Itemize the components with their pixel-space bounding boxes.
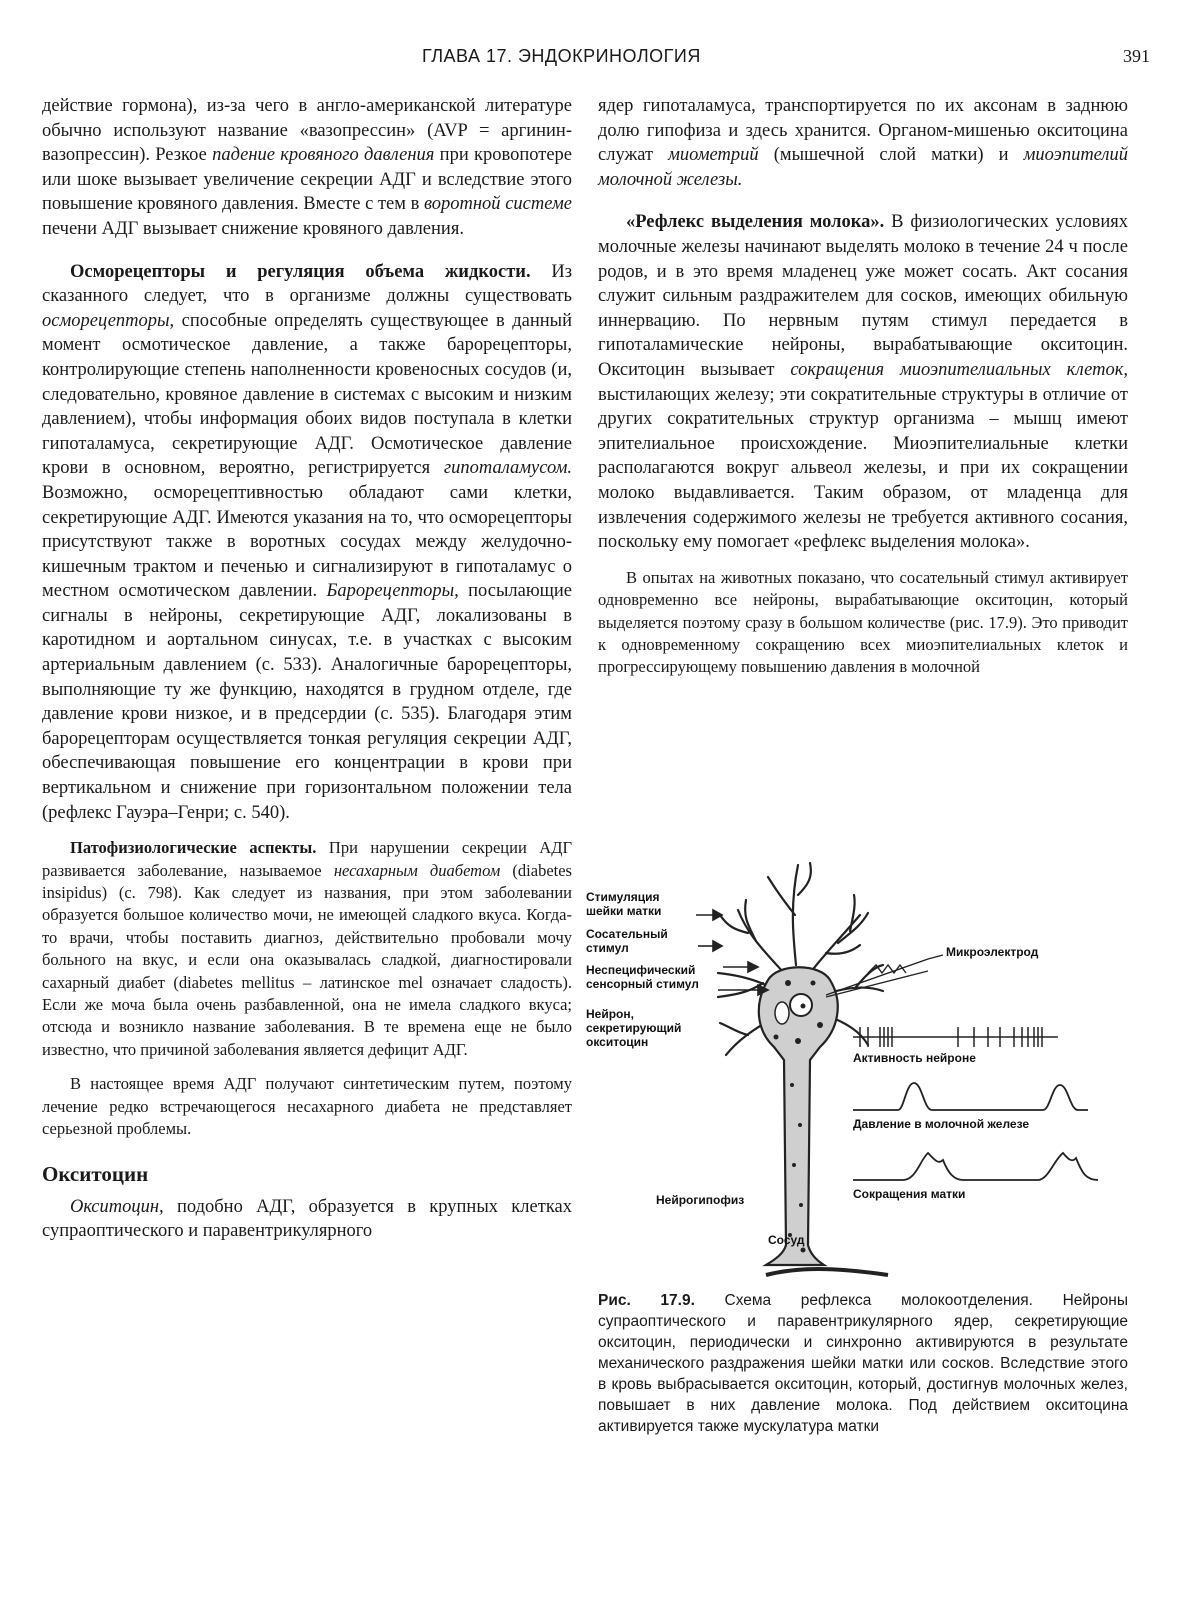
italic-term: осморецепторы <box>42 310 170 331</box>
text-run: В физиологических условиях молочные железы начинают выделять молоко в течение 24 ч после родов, и в это время младенец уже может сосать. Акт сосания служит сильным раздражителем для сосков, имеющих обильную иннервацию. По нервным путям стимул передается в гипоталамические нейроны, вырабатывающие окситоцин. Окситоцин вызывает <box>598 212 1128 380</box>
vesicle-cluster <box>775 1002 789 1024</box>
caption-text: Схема рефлекса молокоотделения. Нейроны супраоптического и паравентрикулярного ядер, секретирующие окситоцин, периодически и синхронно активируются в результате механического раздражения шейки матки или сосков. Вследствие этого в кровь выбрасывается окситоцин, который, достигнув молочных желез, повышает в них давление молока. Под действием окситоцина активируется также мускулатура матки <box>598 1292 1128 1435</box>
paragraph-heading: Осморецепторы и регуляция объема жидкости. <box>70 261 531 282</box>
paragraph-adh-pressure <box>42 94 572 242</box>
figure-milk-ejection-reflex <box>586 855 1138 1285</box>
label-vessel: Сосуд <box>768 1233 805 1247</box>
text-run: , способные определять существующее в данный момент осмотическое давление, а также барорецепторы, контролирующие степень наполненности кровеносных сосудов (и, следовательно, кровяное давление в системах с высоким и низким давлением), чтобы информация обоих видов поступала в клетки гипоталамуса, секретирующие АДГ. Осмотическое давление крови в основном, вероятно, регистрируется <box>42 310 572 479</box>
text-run: действие гормона), из-за чего в англо-американской литературе обычно используют название «вазопрессин» (AVP = аргинин-вазопрессин). Резкое <box>42 96 572 166</box>
label-oxytocin-neuron: Нейрон, секретирующий окситоцин <box>586 1007 682 1049</box>
label-neuron-activity: Активность нейроне <box>853 1051 976 1065</box>
italic-term: падение кровяного давления <box>212 145 435 166</box>
label-neurohypophysis: Нейрогипофиз <box>656 1193 745 1207</box>
label-cervix-stimulation: Стимуляция шейки матки <box>586 890 662 918</box>
pressure-trace <box>853 1083 1088 1110</box>
running-head: ГЛАВА 17. ЭНДОКРИНОЛОГИЯ <box>422 46 701 66</box>
right-column <box>598 94 1128 679</box>
neuron-diagram <box>598 855 1138 1285</box>
text-run: Возможно, осморецептивностью обладают сами клетки, секретирующие АДГ. Имеются указания на то, что осморецепторы присутствуют также в воротных сосудах между желудочно-кишечным трактом и печенью и сигнализируют в гипоталамус о местном осмотическом давлении. <box>42 482 572 602</box>
text-run: при кровопотере или шоке вызывает увеличение секреции АДГ и вследствие этого повышение кровяного давления. Вместе с тем в <box>42 145 572 215</box>
paragraph-animal-experiments: В опытах на животных показано, что сосательный стимул активирует одновременно все нейроны, вырабатывающие окситоцин, который выделяется поэтому сразу в большом количестве (рис. 17.9). Это приводит к одновременному сокращению всех миоэпителиальных клеток и прогрессирующему повышению давления в молочной <box>598 567 1128 677</box>
italic-term: несахарным диабетом <box>333 860 501 880</box>
italic-term: миоэпителий молочной железы. <box>598 145 1128 190</box>
text-run: (мышечной слой матки) и <box>758 145 1024 166</box>
paragraph-synthetic-adh: В настоящее время АДГ получают синтетическим путем, поэтому лечение редко встречающегося несахарного диабета не представляет серьезной проблемы. <box>42 1074 572 1139</box>
left-column <box>42 94 572 1244</box>
italic-term: гипоталамусом. <box>443 458 572 479</box>
paragraph-osmoreceptors <box>42 260 572 826</box>
text-run: выстилающих железу; эти сократительные структуры в отличие от других сократительных структур организма – мышц имеют эпителиальное происхождение. Миоэпителиальные клетки располагаются вокруг альвеол железы, и при их сокращении молоко выдавливается. Таким образом, от младенца для извлечения содержимого железы не требуется активного сосания, поскольку ему помогает «рефлекс выделения молока». <box>598 384 1128 553</box>
paragraph-heading: Патофизиологические аспекты. <box>70 838 317 858</box>
label-uterine-contractions: Сокращения матки <box>853 1187 966 1201</box>
page-header <box>42 40 1150 76</box>
figure-caption <box>598 1290 1128 1437</box>
activity-trace <box>853 1027 1058 1047</box>
text-run: посылающие сигналы в нейроны, секретирующие АДГ, локализованы в каротидном и аортальном синусах, т.е. в участках с высоким артериальным давлением (с. 533). Аналогичные барорецепторы, выполняющие ту же функцию, находятся в грудном отделе, где давление крови низкое, и в предсердии (с. 535). Благодаря этим барорецепторам осуществляется тонкая регуляция секреции АДГ, обеспечивающая повышение его концентрации в крови при вертикальном и снижение при горизонтальном положении тела (рефлекс Гауэра–Генри; с. 540). <box>42 581 573 823</box>
contraction-trace <box>853 1153 1098 1180</box>
paragraph-pathophysiology <box>42 837 572 1061</box>
paragraph-oxytocin-intro <box>42 1195 572 1244</box>
italic-term: миометрий <box>668 145 759 166</box>
text-run: печени АДГ вызывает снижение кровяного давления. <box>42 218 464 239</box>
paragraph-oxytocin-target <box>598 94 1128 192</box>
italic-term: воротной системе <box>423 194 573 215</box>
label-microelectrode: Микроэлектрод <box>946 945 1039 959</box>
italic-term: сокращения миоэпителиальных клеток, <box>790 359 1128 380</box>
caption-label: Рис. 17.9. <box>598 1292 695 1309</box>
section-title-oxytocin: Окситоцин <box>42 1161 149 1186</box>
microelectrode <box>826 955 943 997</box>
text-run: Из сказанного следует, что в организме должны существовать <box>42 261 572 307</box>
italic-term: Барорецепторы, <box>326 581 459 602</box>
page-number: 391 <box>1123 46 1150 66</box>
paragraph-heading: «Рефлекс выделения молока». <box>626 212 885 233</box>
text-run: подобно АДГ, образуется в крупных клетках супраоптического и паравентрикулярного <box>42 1196 572 1242</box>
vessel-line <box>766 1269 888 1275</box>
paragraph-milk-reflex <box>598 210 1128 554</box>
label-suckling-stimulus: Сосательный стимул <box>586 927 668 955</box>
italic-term: Окситоцин, <box>70 1196 164 1217</box>
text-run: (diabetes insipidus) (с. 798). Как следует из названия, при этом заболевании образуется большое количество мочи, не имеющей сладкого вкуса. Когда-то врачи, чтобы поставить диагноз, действительно пробовали мочу больного на вкус, и если она оказывалась сладкой, диагностировали сахарный диабет (diabetes mellitus – латинское mel означает сладость). Если же моча была очень разбавленной, она не имела сладкого вкуса; отсюда и возникло название заболевания. В те времена еще не было известно, что причиной заболевания является дефицит АДГ. <box>42 860 572 1059</box>
nucleolus <box>801 1004 806 1009</box>
text-run: ядер гипоталамуса, транспортируется по их аксонам в заднюю долю гипофиза и здесь хранится. Органом-мишенью окситоцина служат <box>598 96 1128 166</box>
text-run: При нарушении секреции АДГ развивается заболевание, называемое <box>42 838 572 880</box>
label-nonspecific-stimulus: Неспецифический сенсорный стимул <box>586 963 699 991</box>
label-gland-pressure: Давление в молочной железе <box>853 1117 1030 1131</box>
